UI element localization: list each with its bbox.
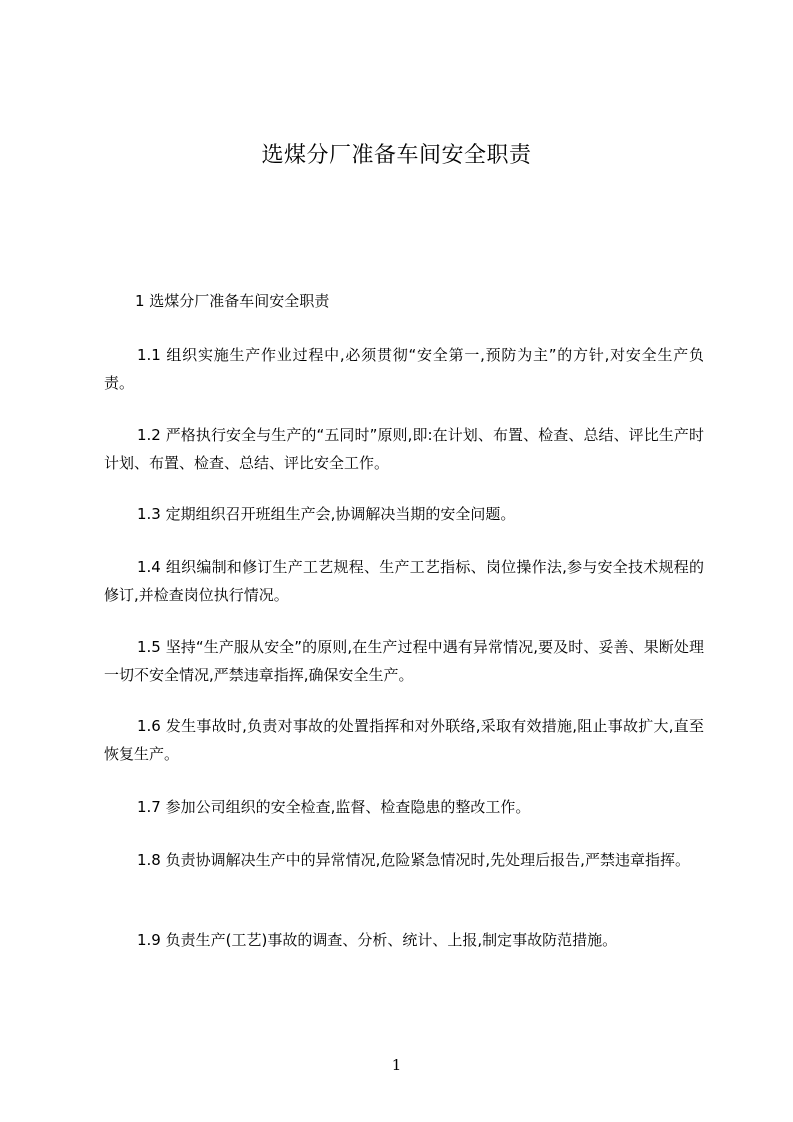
clause-1-8: [104, 846, 704, 874]
clause-number: 1.3: [137, 505, 161, 523]
clause-1-5: [104, 633, 704, 689]
clause-number: 1.8: [137, 851, 161, 869]
clause-text: 负责协调解决生产中的异常情况,危险紧急情况时,先处理后报告,严禁违章指挥。: [165, 851, 690, 869]
clause-1-9: [104, 926, 704, 954]
clause-number: 1.6: [137, 717, 161, 735]
clause-text: 组织编制和修订生产工艺规程、生产工艺指标、岗位操作法,参与安全技术规程的修订,并检查岗位执行情况。: [104, 558, 704, 604]
clause-text: 发生事故时,负责对事故的处置指挥和对外联络,采取有效措施,阻止事故扩大,直至恢复生产。: [104, 717, 704, 763]
clause-text: 参加公司组织的安全检查,监督、检查隐患的整改工作。: [165, 798, 531, 816]
clause-number: 1.7: [137, 798, 161, 816]
clause-text: 负责生产(工艺)事故的调查、分析、统计、上报,制定事故防范措施。: [165, 931, 618, 949]
clause-number: 1.4: [137, 558, 161, 576]
clause-1-7: [104, 793, 704, 821]
clause-number: 1.9: [137, 931, 161, 949]
clause-number: 1.1: [137, 346, 161, 364]
section-heading: 1 选煤分厂准备车间安全职责: [135, 292, 330, 310]
page-number: 1: [391, 1056, 402, 1074]
clause-1-2: [104, 421, 704, 477]
clause-text: 定期组织召开班组生产会,协调解决当期的安全问题。: [165, 505, 516, 523]
clause-1-4: [104, 553, 704, 609]
clause-number: 1.2: [137, 426, 161, 444]
clause-number: 1.5: [137, 638, 161, 656]
clause-text: 严格执行安全与生产的“五同时”原则,即:在计划、布置、检查、总结、评比生产时计划、布置、检查、总结、评比安全工作。: [104, 426, 704, 472]
clause-1-3: [104, 500, 704, 528]
clause-1-6: [104, 712, 704, 768]
document-title: 选煤分厂准备车间安全职责: [261, 143, 532, 168]
clause-1-1: [104, 341, 704, 397]
clause-text: 坚持“生产服从安全”的原则,在生产过程中遇有异常情况,要及时、妥善、果断处理一切不安全情况,严禁违章指挥,确保安全生产。: [104, 638, 704, 684]
clause-text: 组织实施生产作业过程中,必须贯彻“安全第一,预防为主”的方针,对安全生产负责。: [104, 346, 704, 392]
